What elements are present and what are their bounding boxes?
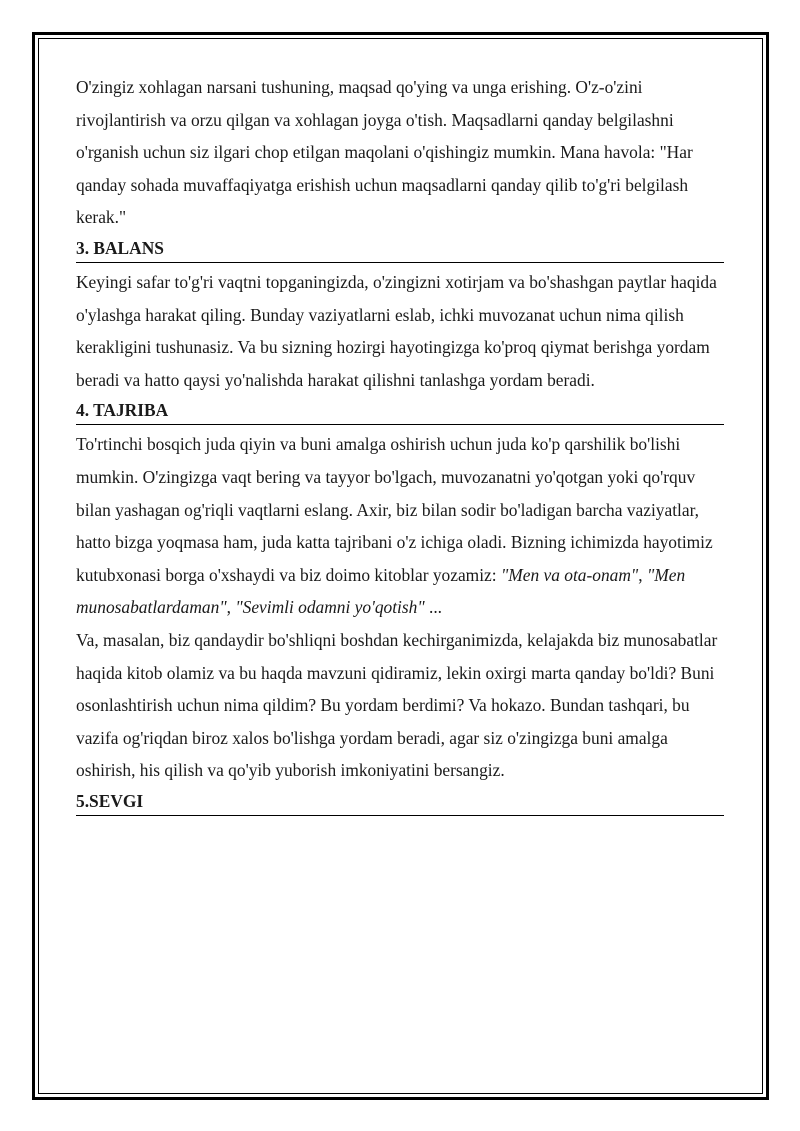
section-heading-balans: 3. BALANS (76, 234, 724, 263)
tajriba-text: To'rtinchi bosqich juda qiyin va buni amalga oshirish uchun juda ko'p qarshilik bo'lishi mumkin. O'zingizga vaqt bering va tayyor bo'lgach, muvozanatni yo'qotgan yoki qo'rquv bilan yashagan og'riqli vaqtlarni eslang. Axir, biz bilan sodir bo'ladigan barcha vaziyatlar, hatto bizga yoqmasa ham, juda katta tajribani o'z ichiga oladi. Bizning ichimizda hayotimiz kutubxonasi borga o'xshaydi va biz doimo kitoblar yozamiz: (76, 434, 713, 585)
section-heading-sevgi: 5.SEVGI (76, 787, 724, 816)
balans-paragraph: Keyingi safar to'g'ri vaqtni topganingizda, o'zingizni xotirjam va bo'shashgan paytlar haqida o'ylashga harakat qiling. Bunday vaziyatlarni eslab, ichki muvozanat uchun nima qilish kerakligini tushunasiz. Va bu sizning hozirgi hayotingizga ko'proq qiymat berishga yordam beradi va hatto qaysi yo'nalishda harakat qilishni tanlashga yordam beradi. (76, 271, 717, 390)
ellipsis: ... (424, 597, 443, 618)
intro-paragraph: O'zingiz xohlagan narsani tushuning, maqsad qo'ying va unga erishing. O'z-o'zini rivojlantirish va orzu qilgan va xohlagan joyga o'tish. Maqsadlarni qanday belgilashni o'rganish uchun siz ilgari chop etilgan maqolani o'qishingiz mumkin. Mana havola: "Har qanday sohada muvaffaqiyatga erishish uchun maqsadlarni qanday qilib to'g'ri belgilash kerak." (76, 77, 693, 228)
tajriba-paragraph (76, 428, 724, 624)
quote-ota-onam: "Men va ota-onam" (500, 564, 639, 585)
quote-yoqotish: "Sevimli odamni yo'qotish" (235, 597, 425, 618)
separator-comma: , (226, 597, 236, 618)
tajriba-second-paragraph: Va, masalan, biz qandaydir bo'shliqni boshdan kechirganimizda, kelajakda biz munosabatlar haqida kitob olamiz va bu haqda mavzuni qidiramiz, lekin oxirgi marta qanday bo'ldi? Buni osonlashtirish uchun nima qildim? Bu yordam berdimi? Va hokazo. Bundan tashqari, bu vazifa og'riqdan biroz xalos bo'lishga yordam beradi, agar siz o'zingizga buni amalga oshirish, his qilish va qo'yib yuborish imkoniyatini bersangiz. (76, 629, 718, 781)
document-body (76, 71, 724, 819)
separator-comma: , (638, 564, 647, 585)
section-heading-tajriba: 4. TAJRIBA (76, 396, 724, 425)
quote-munosabatlar: "Men munosabatlardaman" (76, 564, 686, 618)
